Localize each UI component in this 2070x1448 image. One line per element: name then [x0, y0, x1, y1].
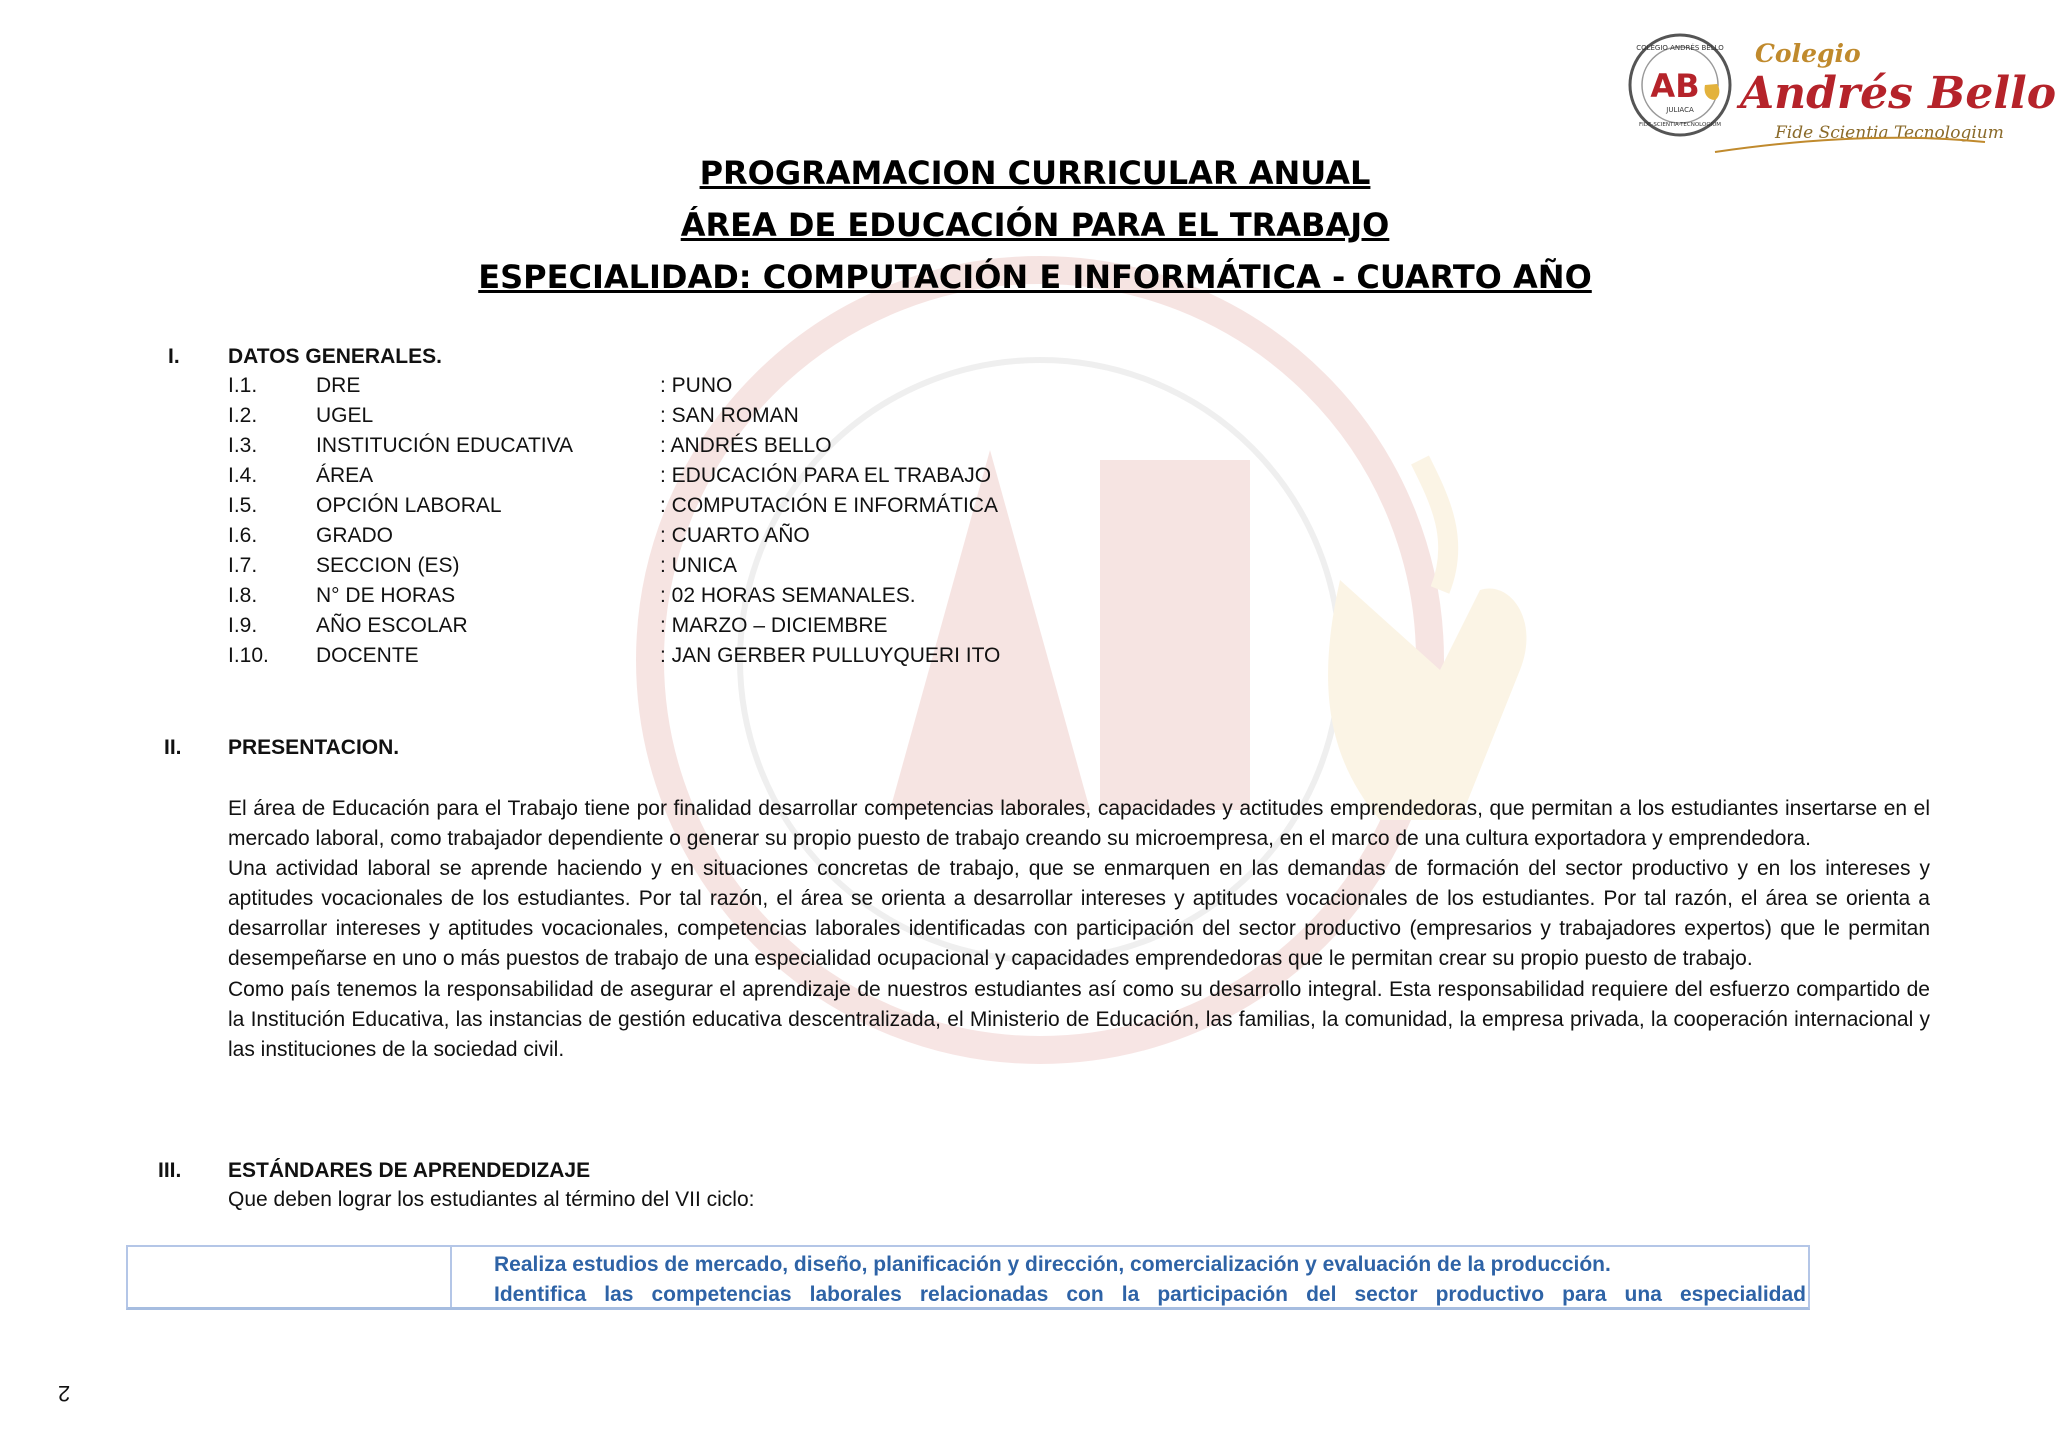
- presentation-paragraph-3: Como país tenemos la responsabilidad de asegurar el aprendizaje de nuestros estudiantes así como su desarrollo integral. Esta responsabilidad requiere del esfuerzo compartido de la Institución Educativa, las instancias de gestión educativa descentralizada, el Ministerio de Educación, las familias, la comunidad, la empresa privada, la cooperación internacional y las instituciones de la sociedad civil.: [228, 977, 1930, 1061]
- row-number: I.7.: [228, 554, 258, 577]
- presentation-text: [228, 794, 1930, 1065]
- section-3-number: III.: [158, 1159, 182, 1182]
- row-value: : PUNO: [660, 374, 733, 397]
- row-number: I.3.: [228, 434, 258, 457]
- row-number: I.2.: [228, 404, 258, 427]
- row-label: SECCION (ES): [316, 554, 460, 577]
- row-number: I.1.: [228, 374, 258, 397]
- row-value: : ANDRÉS BELLO: [660, 434, 832, 457]
- svg-text:JULIACA: JULIACA: [1666, 106, 1694, 114]
- section-1-title: DATOS GENERALES.: [228, 345, 442, 368]
- row-number: I.4.: [228, 464, 258, 487]
- document-titles: [0, 147, 2070, 303]
- title-line-1: PROGRAMACION CURRICULAR ANUAL: [699, 154, 1371, 192]
- svg-text:Colegio: Colegio: [1755, 39, 1861, 68]
- page-number: 2: [58, 1381, 71, 1406]
- row-value: : SAN ROMAN: [660, 404, 799, 427]
- standard-text: Identifica las competencias laborales relacionadas con la participación del sector productivo para una especialidad: [494, 1283, 1806, 1306]
- svg-text:Fide Scientia Tecnologium: Fide Scientia Tecnologium: [1775, 123, 2004, 143]
- section-3-subtitle: Que deben lograr los estudiantes al término del VII ciclo:: [228, 1188, 755, 1211]
- section-2-title: PRESENTACION.: [228, 736, 400, 759]
- section-1-number: I.: [168, 345, 180, 368]
- row-value: : EDUCACIÓN PARA EL TRABAJO: [660, 464, 992, 487]
- row-value: : MARZO – DICIEMBRE: [660, 614, 888, 637]
- presentation-paragraph-1: El área de Educación para el Trabajo tiene por finalidad desarrollar competencias laborales, capacidades y actitudes emprendedoras, que permitan a los estudiantes insertarse en el mercado laboral, como trabajador dependiente o generar su propio puesto de trabajo creando su microempresa, en el marco de una cultura exportadora y emprendedora.: [228, 797, 1930, 851]
- row-label: AÑO ESCOLAR: [316, 614, 468, 637]
- row-value: : CUARTO AÑO: [660, 524, 810, 547]
- section-3-title: ESTÁNDARES DE APRENDEDIZAJE: [228, 1159, 591, 1182]
- title-line-2: ÁREA DE EDUCACIÓN PARA EL TRABAJO: [680, 206, 1390, 244]
- svg-text:FIDE-SCIENTIA-TECNOLOGIUM: FIDE-SCIENTIA-TECNOLOGIUM: [1638, 122, 1722, 128]
- row-number: I.10.: [228, 644, 269, 667]
- standard-text: Realiza estudios de mercado, diseño, planificación y dirección, comercialización y evaluación de la producción.: [494, 1253, 1611, 1276]
- row-label: OPCIÓN LABORAL: [316, 494, 502, 517]
- row-value: : 02 HORAS SEMANALES.: [660, 584, 916, 607]
- row-number: I.5.: [228, 494, 258, 517]
- row-value: : UNICA: [660, 554, 738, 577]
- row-value: : COMPUTACIÓN E INFORMÁTICA: [660, 494, 998, 517]
- svg-text:COLEGIO ANDRÉS BELLO: COLEGIO ANDRÉS BELLO: [1636, 44, 1724, 52]
- row-value: : JAN GERBER PULLUYQUERI ITO: [660, 644, 1001, 667]
- school-logo: [1625, 30, 2057, 165]
- standards-table: [126, 1245, 1810, 1310]
- row-number: I.9.: [228, 614, 258, 637]
- row-number: I.6.: [228, 524, 258, 547]
- row-label: UGEL: [316, 404, 374, 427]
- row-label: INSTITUCIÓN EDUCATIVA: [316, 434, 574, 457]
- row-number: I.8.: [228, 584, 258, 607]
- title-line-3: ESPECIALIDAD: COMPUTACIÓN E INFORMÁTICA - CUARTO AÑO: [478, 258, 1592, 296]
- row-label: ÁREA: [316, 464, 374, 487]
- presentation-paragraph-2: Una actividad laboral se aprende haciendo y en situaciones concretas de trabajo, que se enmarquen en las demandas de formación del sector productivo y en los intereses y aptitudes vocacionales de los estudiantes. Por tal razón, el área se orienta a desarrollar intereses y aptitudes vocacionales de los estudiantes. Por tal razón, el área se orienta a desarrollar intereses y aptitudes vocacionales, competencias laborales identificadas con participación del sector productivo (empresarios y trabajadores expertos) que le permitan desempeñarse en uno o más puestos de trabajo de una especialidad ocupacional y capacidades emprendedoras que le permitan crear su propio puesto de trabajo.: [228, 857, 1930, 971]
- section-2-number: II.: [164, 736, 182, 759]
- row-label: N° DE HORAS: [316, 584, 456, 607]
- row-label: GRADO: [316, 524, 394, 547]
- standards-table-left-cell: [128, 1247, 452, 1307]
- svg-text:Andrés Bello: Andrés Bello: [1740, 68, 2057, 119]
- row-label: DOCENTE: [316, 644, 419, 667]
- svg-text:AB: AB: [1650, 67, 1700, 105]
- row-label: DRE: [316, 374, 361, 397]
